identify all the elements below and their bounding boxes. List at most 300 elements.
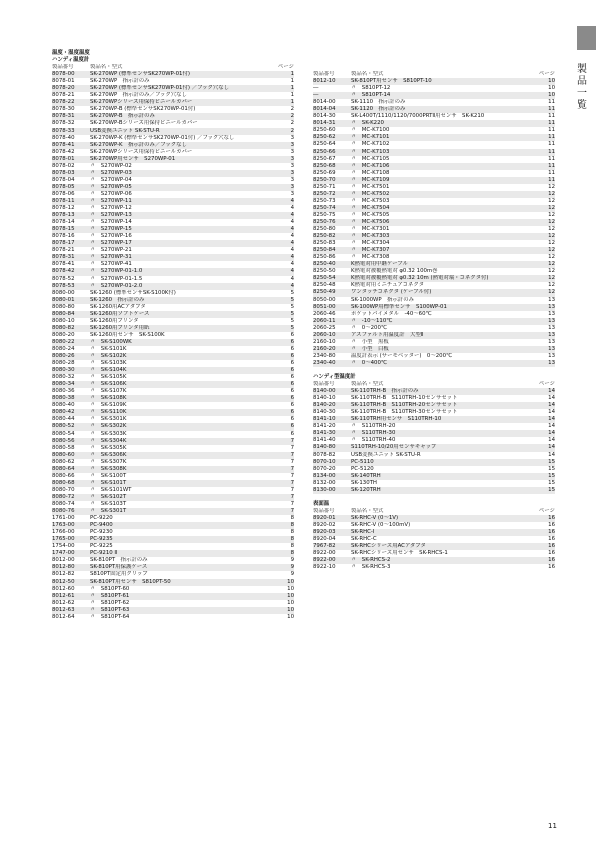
product-name: 〃 S270WP-12 (90, 205, 132, 212)
product-name: SK-1110 指示計のみ (351, 99, 406, 106)
product-name: 〃 SK-S303K (90, 430, 127, 437)
page-ref: 16 (548, 543, 555, 550)
product-code: 8250-72 (313, 190, 336, 197)
page-ref: 12 (548, 197, 555, 204)
product-name: SK-RHC-V (0〜100mV) (351, 522, 411, 528)
product-name: 〃 S270WP-01-1.5 (90, 275, 143, 282)
table-row (313, 205, 555, 212)
product-code: 2060-10 (313, 331, 336, 338)
product-code: 8080-74 (52, 501, 75, 507)
table-row (52, 374, 294, 381)
product-name: SK-270WP-K (標準センサSK270WP-01付) ／フック穴なし (90, 134, 235, 141)
table-row (313, 459, 555, 466)
header-name: 製品名・型式 (351, 71, 384, 77)
product-name: SK-810PT用センサ S810PT-50 (90, 578, 171, 585)
page-ref: 1 (290, 92, 294, 99)
product-code: 8250-69 (313, 169, 336, 176)
product-code: 8080-68 (52, 479, 75, 486)
product-name: 〃 S810PT-63 (90, 606, 130, 613)
left-column (52, 50, 294, 621)
table-row (313, 325, 555, 332)
page-ref: 16 (548, 536, 555, 543)
table-row (52, 163, 294, 170)
product-name: 〃 SK-S101T (90, 479, 127, 486)
product-name: 〃 SK-S304K (90, 437, 127, 444)
product-code: 8250-73 (313, 197, 336, 204)
product-code: 8078-31 (52, 113, 75, 120)
page-ref: 12 (548, 190, 555, 197)
page-ref: 6 (290, 345, 294, 352)
table-row (52, 85, 294, 92)
table-row (52, 579, 294, 586)
section-title-2: ハンディ型温度計 (313, 374, 356, 381)
product-name: SK-RHCシリーズ用センサ SK-RHCS-1 (351, 550, 448, 557)
page-ref: 6 (290, 381, 294, 388)
table-row (52, 142, 294, 149)
product-name: SK-810PT用センサ S810PT-10 (351, 78, 432, 85)
product-name: SK-270WP 指示計のみ (90, 78, 150, 85)
header-page: ページ (277, 64, 294, 71)
page-ref: 14 (548, 437, 555, 444)
table-row (52, 198, 294, 205)
table-row (313, 297, 555, 304)
table-row (52, 170, 294, 177)
product-name: PC-9400 (90, 522, 113, 529)
product-name: SK-1260 指示計のみ (90, 296, 145, 303)
product-name: SK-810PT 指示計のみ (90, 557, 148, 564)
header-name: 製品名・型式 (351, 381, 384, 388)
product-code: 8078-53 (52, 282, 75, 289)
page-ref: 4 (290, 254, 294, 261)
product-code: 8078-16 (52, 233, 75, 240)
header-name: 製品名・型式 (351, 507, 384, 514)
table-row (52, 487, 294, 494)
product-name: 〃 MC-K7502 (351, 190, 390, 197)
product-code: 8078-21 (52, 247, 75, 254)
product-code: 8130-00 (313, 486, 336, 493)
table-row (52, 177, 294, 184)
table-row (52, 78, 294, 85)
table-row (313, 198, 555, 205)
table-row (313, 416, 555, 423)
page-ref: 9 (290, 564, 294, 571)
product-name: ワンタッチコネクタ (ケーブル付) (351, 289, 432, 296)
product-name: SK-270WP (標準センサSK270WP-01付) (90, 71, 190, 78)
page-ref: 1 (290, 71, 294, 78)
table-row (313, 353, 555, 360)
product-code: 8078-12 (52, 205, 75, 212)
page-ref: 10 (287, 613, 294, 620)
page-ref: 11 (548, 155, 555, 162)
table-row (313, 437, 555, 444)
product-code: 8250-74 (313, 204, 336, 211)
page-ref: 4 (290, 275, 294, 282)
product-code: 8250-86 (313, 254, 336, 261)
page-ref: 15 (548, 465, 555, 472)
page-ref: 11 (548, 148, 555, 155)
page-ref: 8 (290, 550, 294, 557)
product-code: 8078-41 (52, 261, 75, 268)
page-ref: 6 (290, 423, 294, 430)
table-row (313, 163, 555, 170)
product-name: 〃 S270WP-04 (90, 176, 132, 183)
product-code: 8920-02 (313, 522, 336, 528)
product-code: 8250-48 (313, 282, 336, 289)
product-name: 〃 MC-K7504 (351, 204, 390, 211)
product-code: 8140-10 (313, 395, 336, 402)
page-ref: 12 (548, 261, 555, 268)
product-code: 2340-80 (313, 352, 336, 359)
table-row (52, 508, 294, 515)
page-ref: 4 (290, 212, 294, 219)
product-name: 〃 SK-S100T (90, 472, 127, 479)
product-name: PC-9220 (90, 515, 113, 522)
page-ref: 4 (290, 226, 294, 233)
product-code: ― (313, 85, 319, 92)
page-ref: 14 (548, 423, 555, 430)
page-ref: 4 (290, 205, 294, 212)
table-header-3 (313, 508, 555, 515)
product-code: 8141-10 (313, 416, 336, 423)
right-rows-3 (313, 515, 555, 571)
product-name: 〃 S270WP-02 (90, 162, 132, 169)
table-row (52, 120, 294, 127)
product-code: 8078-02 (52, 162, 75, 169)
product-name: 〃 SK-S110K (90, 409, 127, 416)
page-ref: 15 (548, 458, 555, 465)
product-code: 8250-60 (313, 127, 336, 134)
product-code: 8080-10 (52, 317, 75, 324)
page-ref: 8 (290, 543, 294, 550)
table-row (52, 233, 294, 240)
table-row (52, 494, 294, 501)
product-code: 8080-56 (52, 437, 75, 444)
product-name: 〃 S810PT-64 (90, 613, 130, 620)
table-row (313, 127, 555, 134)
product-code: 8080-44 (52, 416, 75, 423)
product-name: PC-9235 (90, 536, 113, 543)
page-ref: 16 (548, 514, 555, 521)
product-name: 〃 SK-S101K (90, 345, 127, 352)
page-ref: 5 (290, 296, 294, 303)
table-row (52, 191, 294, 198)
header-code: 製品番号 (52, 64, 74, 71)
product-name: SK-1000WP 指示計のみ (351, 296, 414, 303)
product-name: SK-1260用ソフトケース (90, 310, 150, 317)
table-row (52, 226, 294, 233)
page-ref: 4 (290, 268, 294, 275)
table-row (52, 402, 294, 409)
product-name: SK-L400T/1110/1120/7000PRTⅡ用センサ SK-K210 (351, 113, 485, 120)
right-column (313, 71, 555, 571)
page-ref: 3 (290, 183, 294, 190)
page-ref: 12 (548, 218, 555, 225)
product-code: 8080-60 (52, 451, 75, 458)
table-row (313, 92, 555, 99)
product-name: 〃 0〜200℃ (351, 324, 387, 331)
product-name: 〃 SK-S308K (90, 465, 127, 472)
product-code: 2060-11 (313, 317, 336, 324)
product-name: 〃 SK-S108K (90, 395, 127, 402)
page-ref: 12 (548, 268, 555, 275)
page-ref: 3 (290, 169, 294, 176)
product-code: 8080-42 (52, 409, 75, 416)
product-code: 8080-82 (52, 324, 75, 331)
product-code: 2160-20 (313, 345, 336, 352)
product-name: 〃 S270WP-11 (90, 197, 132, 204)
product-name: 〃 MC-K7307 (351, 247, 390, 254)
page-ref: 15 (548, 472, 555, 479)
product-name: SK-110TRH-B S110TRH-30センサセット (351, 409, 458, 416)
product-code: 8078-82 (313, 451, 336, 458)
table-row (313, 247, 555, 254)
table-row (313, 254, 555, 261)
page-ref: 7 (290, 465, 294, 472)
product-name: 〃 S270WP-13 (90, 212, 132, 219)
product-code: 8080-40 (52, 402, 75, 409)
page-ref: 14 (548, 451, 555, 458)
page-ref: 11 (548, 162, 555, 169)
table-row (52, 550, 294, 557)
page-ref: 6 (290, 353, 294, 360)
table-row (52, 325, 294, 332)
table-row (313, 170, 555, 177)
product-code: 8080-54 (52, 430, 75, 437)
table-row (52, 219, 294, 226)
page-ref: 13 (548, 296, 555, 303)
product-code: 8250-66 (313, 148, 336, 155)
product-name: SK-100WP用標準センサ S100WP-01 (351, 303, 447, 310)
page-ref: 10 (548, 85, 555, 92)
table-row (313, 332, 555, 339)
product-name: PC-9230 (90, 529, 113, 536)
product-code: 1766-00 (52, 529, 75, 536)
product-code: 8250-82 (313, 233, 336, 240)
product-code: 8078-11 (52, 197, 75, 204)
page-ref: 11 (548, 106, 555, 113)
page-ref: 11 (548, 176, 555, 183)
page-ref: 13 (548, 331, 555, 338)
product-code: 8250-67 (313, 155, 336, 162)
page-ref: 8 (290, 515, 294, 522)
section-title: 温度・湿度温度 (52, 50, 90, 56)
table-row (52, 113, 294, 120)
header-code: 製品番号 (313, 381, 335, 388)
product-code: 8078-01 (52, 155, 75, 162)
product-code: 8080-58 (52, 444, 75, 451)
page-ref: 15 (548, 486, 555, 493)
page-ref: 7 (290, 458, 294, 465)
page-ref: 13 (548, 310, 555, 317)
product-code: 8250-50 (313, 268, 336, 275)
product-name: SK-270WP-B 指示計のみ (90, 113, 155, 120)
table-row (313, 120, 555, 127)
table-row (52, 71, 294, 78)
page-ref: 3 (290, 162, 294, 169)
page-ref: 5 (290, 310, 294, 317)
product-name: 〃 SK-S104K (90, 367, 127, 374)
table-row (313, 388, 555, 395)
table-row (313, 318, 555, 325)
table-row (52, 311, 294, 318)
page-ref: 1 (290, 85, 294, 92)
product-name: 〃 SK-S103T (90, 501, 127, 507)
page-ref: 13 (548, 317, 555, 324)
product-code: 2060-46 (313, 310, 336, 317)
product-name: SK-270WP用センサ S270WP-01 (90, 155, 176, 162)
product-code: 8080-00 (52, 289, 75, 296)
table-row (313, 141, 555, 148)
table-row (52, 423, 294, 430)
table-row (52, 240, 294, 247)
table-row (52, 473, 294, 480)
table-header (52, 64, 294, 71)
page-ref: 13 (548, 352, 555, 359)
product-code: 8012-64 (52, 613, 75, 620)
product-code: 8078-03 (52, 169, 75, 176)
product-code: 8140-30 (313, 409, 336, 416)
product-name: PC-5120 (351, 465, 374, 472)
page-ref: 10 (287, 578, 294, 585)
table-row (313, 275, 555, 282)
page-ref: 4 (290, 247, 294, 254)
table-row (52, 128, 294, 135)
product-name: 〃 MC-K7100 (351, 127, 390, 134)
table-row (313, 85, 555, 92)
table-row (52, 346, 294, 353)
product-name: 〃 SK-S107K (90, 388, 127, 395)
table-row (313, 466, 555, 473)
page-ref: 13 (548, 324, 555, 331)
table-row (52, 212, 294, 219)
product-name: 〃 SK-S302K (90, 423, 127, 430)
product-name: 〃 SK-S306K (90, 451, 127, 458)
page-ref: 6 (290, 374, 294, 381)
table-row (313, 473, 555, 480)
product-name: 〃 S270WP-05 (90, 183, 132, 190)
page-ref: 6 (290, 360, 294, 367)
page-ref: 11 (548, 120, 555, 127)
table-row (313, 543, 555, 550)
product-code: 8140-00 (313, 388, 336, 395)
product-name: SK-270WP-B (標準センサSK270WP-01付) (90, 106, 196, 113)
table-row (313, 233, 555, 240)
product-name: SK-270WP-Bシリーズ用保持ビニールカバー (90, 120, 198, 127)
table-row (313, 261, 555, 268)
table-row (313, 550, 555, 557)
table-row (313, 226, 555, 233)
table-row (52, 276, 294, 283)
product-code: 8078-04 (52, 176, 75, 183)
page-ref: 7 (290, 493, 294, 500)
page-ref: 5 (290, 303, 294, 310)
table-row (52, 149, 294, 156)
page-ref: 5 (290, 289, 294, 296)
page-ref: 12 (548, 289, 555, 296)
page-ref: 12 (548, 211, 555, 218)
product-code: 8080-80 (52, 303, 75, 310)
table-row (52, 135, 294, 142)
product-name: 〃 S270WP-14 (90, 219, 132, 226)
product-code: 8250-70 (313, 176, 336, 183)
product-code: 8250-54 (313, 275, 336, 282)
product-code: 8920-01 (313, 514, 336, 521)
table-row (52, 607, 294, 614)
product-code: 8080-30 (52, 367, 75, 374)
product-code: 8080-72 (52, 493, 75, 500)
table-row (313, 106, 555, 113)
product-code: 8080-52 (52, 423, 75, 430)
page-ref: 2 (290, 113, 294, 120)
product-code: 8078-31 (52, 254, 75, 261)
table-row (52, 459, 294, 466)
page-ref: 4 (290, 197, 294, 204)
product-name: SK-1260 (標準センサSK-S100K付) (90, 289, 176, 296)
product-name: 〃 0〜400℃ (351, 359, 387, 366)
table-row (313, 430, 555, 437)
product-name: SK-810PT用保護ケース (90, 564, 148, 571)
product-name: 〃 SK-S100WK (90, 338, 132, 345)
table-row (313, 564, 555, 571)
product-name: 〃 SK-RHCS-2 (351, 557, 391, 564)
product-code: 8080-38 (52, 395, 75, 402)
product-name: USB変換ユニット SK-STU-R (351, 451, 421, 458)
product-code: 8250-80 (313, 226, 336, 233)
table-row (313, 149, 555, 156)
product-name: 〃 S270WP-41 (90, 261, 132, 268)
product-code: 8080-01 (52, 296, 75, 303)
table-row (52, 522, 294, 529)
table-row (52, 247, 294, 254)
page-ref: 14 (548, 430, 555, 437)
header-page: ページ (538, 507, 555, 514)
product-name: 〃 S810PT-12 (351, 85, 391, 92)
product-code: 8078-22 (52, 99, 75, 106)
page-ref: 12 (548, 226, 555, 233)
page-ref: 12 (548, 183, 555, 190)
product-name: 〃 S810PT-61 (90, 592, 130, 599)
table-row (313, 134, 555, 141)
product-name: 〃 MC-K7108 (351, 169, 390, 176)
header-page: ページ (538, 381, 555, 388)
product-code: 8078-20 (52, 85, 75, 92)
product-code: 8250-84 (313, 247, 336, 254)
product-name: 〃 S270WP-15 (90, 226, 132, 233)
product-name: 〃 SK-S106K (90, 381, 127, 388)
table-row (52, 593, 294, 600)
product-name: ポケットパイメタル -40〜60℃ (351, 310, 432, 317)
product-name: 〃 MC-K7501 (351, 183, 390, 190)
product-name: 〃 MC-K7102 (351, 141, 390, 148)
product-code: 8140-20 (313, 402, 336, 409)
product-name: 〃 S810PT-62 (90, 599, 130, 606)
page-ref: 12 (548, 204, 555, 211)
product-name: 〃 S270WP-31 (90, 254, 132, 261)
page-ref: 7 (290, 444, 294, 451)
table-row (313, 395, 555, 402)
page-ref: 11 (548, 141, 555, 148)
page-ref: 7 (290, 451, 294, 458)
table-row (52, 92, 294, 99)
product-code: 8078-14 (52, 219, 75, 226)
product-name: SK-1260用プリンタ用紙 (90, 324, 150, 331)
page-ref: 7 (290, 472, 294, 479)
product-code: 8078-05 (52, 183, 75, 190)
table-row (313, 360, 555, 367)
product-name: 〃 S110TRH-40 (351, 437, 396, 444)
page-ref: 10 (287, 606, 294, 613)
page-ref: 6 (290, 367, 294, 374)
